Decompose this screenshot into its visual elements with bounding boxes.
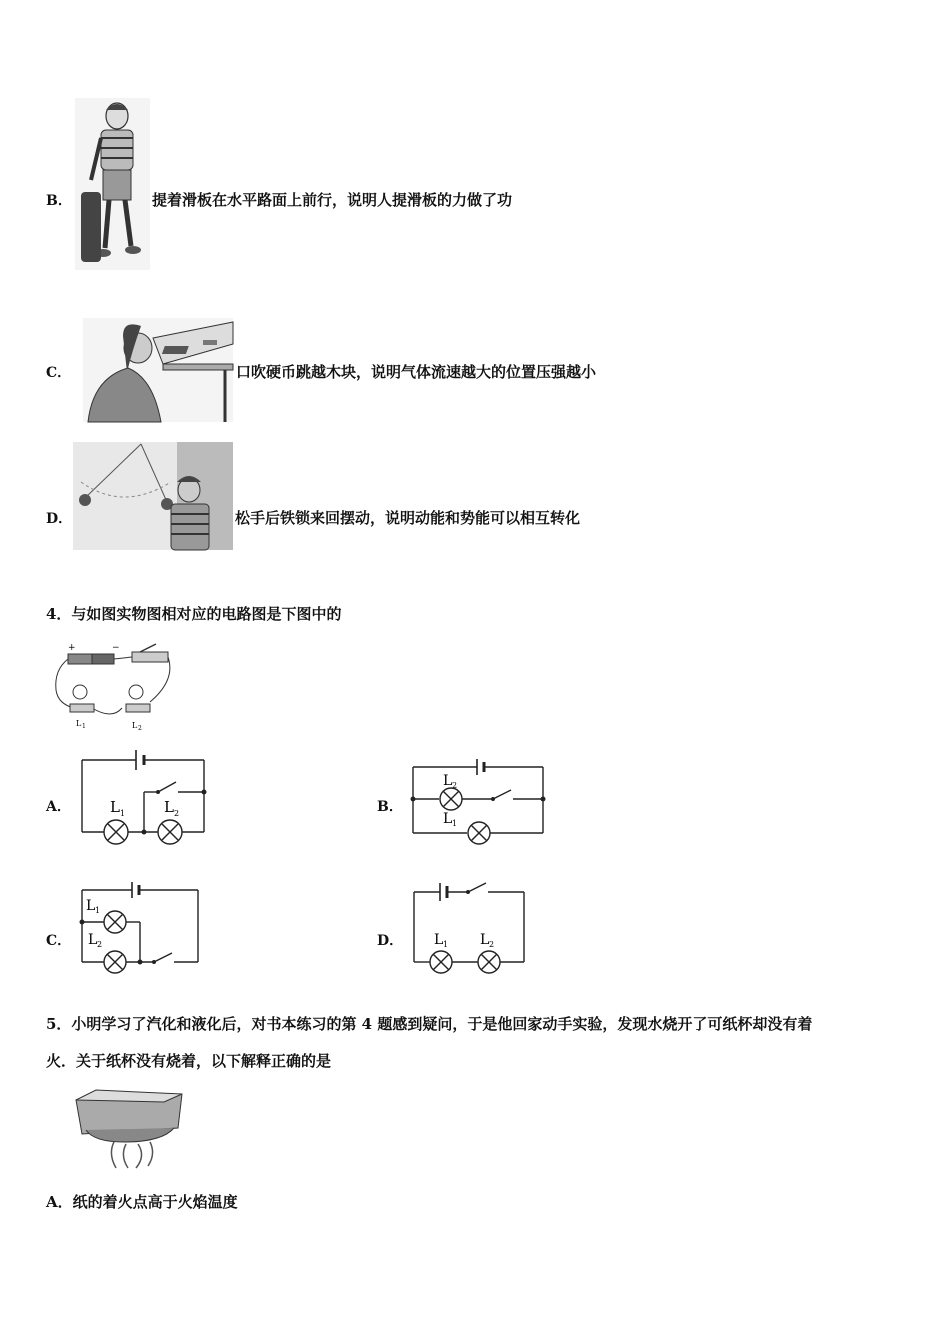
circuit-a-l1-label: L (110, 798, 120, 816)
circuit-diagram-a (80, 748, 208, 848)
option-d-text: 松手后铁锁来回摆动，说明动能和势能可以相互转化 (235, 509, 581, 527)
circuit-d-l1-label: L (434, 932, 444, 948)
paper-cup-over-flame-illustration (74, 1088, 186, 1170)
svg-text:1: 1 (95, 906, 101, 915)
svg-text:2: 2 (489, 940, 495, 949)
question-5-stem-line1: 5．小明学习了汽化和液化后，对书本练习的第 4 题感到疑问，于是他回家动手实验，发现水烧开了可纸杯却没有着 (46, 1015, 813, 1033)
svg-text:2: 2 (452, 781, 458, 790)
svg-text:1: 1 (82, 723, 86, 730)
q4-option-a-label: A． (46, 799, 71, 815)
battery-plus-sign: + (68, 643, 76, 653)
circuit-a-l2-label: L (164, 798, 174, 816)
svg-text:1: 1 (120, 809, 126, 818)
svg-text:2: 2 (97, 940, 103, 949)
question-5-option-a: A．纸的着火点高于火焰温度 (46, 1193, 238, 1211)
swinging-lock-pendulum-illustration (73, 442, 233, 550)
circuit-diagram-d (410, 880, 528, 972)
physical-l1-label: L (76, 719, 82, 728)
boy-with-skateboard-illustration (75, 98, 150, 270)
svg-text:2: 2 (174, 809, 180, 818)
option-b-text: 提着滑板在水平路面上前行，说明人提滑板的力做了功 (152, 191, 513, 209)
physical-circuit-illustration (52, 640, 172, 732)
option-b-label: B． (46, 193, 72, 209)
circuit-diagram-b (407, 757, 549, 847)
circuit-d-l2-label: L (480, 932, 490, 948)
blow-coin-over-block-illustration (83, 318, 233, 422)
circuit-b-l2-label: L (443, 773, 453, 789)
question-4-stem: 4．与如图实物图相对应的电路图是下图中的 (46, 605, 342, 623)
battery-minus-sign: − (112, 643, 120, 653)
circuit-diagram-c (78, 880, 202, 972)
option-d-label: D． (46, 511, 73, 527)
question-5-stem-line2: 火．关于纸杯没有烧着，以下解释正确的是 (46, 1052, 332, 1070)
option-c-label: C． (46, 365, 72, 381)
circuit-c-l1-label: L (86, 898, 96, 914)
svg-text:1: 1 (443, 940, 449, 949)
q4-option-c-label: C． (46, 933, 72, 949)
physical-l2-label: L (132, 721, 138, 730)
circuit-b-l1-label: L (443, 811, 453, 827)
q4-option-d-label: D． (377, 933, 404, 949)
svg-text:1: 1 (452, 819, 458, 828)
circuit-c-l2-label: L (88, 932, 98, 948)
option-c-text: 口吹硬币跳越木块，说明气体流速越大的位置压强越小 (236, 363, 597, 381)
q4-option-b-label: B． (377, 799, 403, 815)
svg-text:2: 2 (138, 725, 142, 732)
